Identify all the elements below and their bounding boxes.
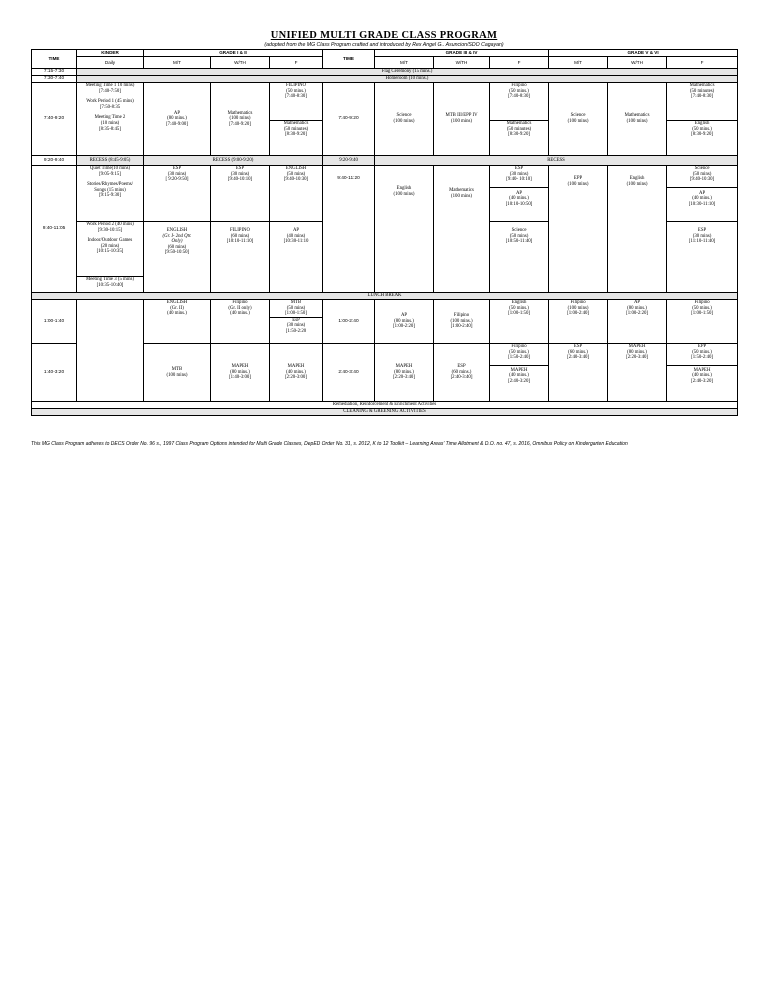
g34-mt-cell: MAPEH (80 mins.) [2:20-3:40] <box>375 344 434 402</box>
g12-recess: RECESS (9:00-9:20) <box>144 156 323 166</box>
g34-f-cell: English (50 mins.) [1:00-1:50] <box>490 300 549 344</box>
kinder-cell: Meeting Time 3 (5 mins) [10:35-10:40] <box>77 277 144 293</box>
kinder-recess: RECESS (8:45-9:05) <box>77 156 144 166</box>
header-g12-wth: W/TH <box>211 57 270 69</box>
g34-f-cell: Mathematics (50 minutes) [8:30-9:20] <box>490 121 549 156</box>
g34-f-cell: Filipino (50 mins.) [1:50-2:40] MAPEH (40 mins.) [2:40-3:20] <box>490 344 549 402</box>
g56-f-cell: ESP (30 mins) [11:10-11:40] <box>667 222 738 293</box>
footnote: This MG Class Program adheres to DECS Order No. 96 s., 1997 Class Program Options intended for Multi Grade Classes, DepED Order No. 31, s. 2012, K to 12 Toolkit – Learning Areas' Time Allotment & D.O. no. 47, s. 2016, Omnibus Policy on Kindergarten Education <box>31 441 628 447</box>
g34-f-cell: Science (50 mins) [10:50-11:40] <box>490 222 549 293</box>
flag-ceremony: Flag Ceremony (15 mins.) <box>77 69 738 76</box>
header-g34-mt: M/T <box>375 57 434 69</box>
g34-wth-cell: MTB III/EPP IV (100 mins) <box>434 83 490 156</box>
g12-wth-cell: FILIPINO (60 mins) [10:10-11:10] <box>211 222 270 293</box>
time-cell: 9:20-9:40 <box>32 156 77 166</box>
lunch-break: LUNCH BREAK <box>32 293 738 300</box>
g12-mt-cell: AP (80 mins.) [7:40-9:00] <box>144 83 211 156</box>
header-g12-mt: M/T <box>144 57 211 69</box>
time2-cell: 9:40-11:20 <box>323 166 375 293</box>
time2-cell: 2:40-3:40 <box>323 344 375 402</box>
time2-cell: 9:20-9:40 <box>323 156 375 166</box>
header-kinder: KINDER <box>77 50 144 57</box>
g12-mt-cell: ENGLISH (Gr. II) (40 mins.) <box>144 300 211 344</box>
g56-wth-cell: Mathematics (100 mins) <box>608 83 667 156</box>
kinder-cell: Quiet Time(10 mins) [9:05-9:15] Stories/Rhymes/Poems/ Songs (15 mins) [9:15-9:30] <box>77 166 144 222</box>
header-time: TIME <box>32 50 77 69</box>
time-cell: 7:40-9:20 <box>32 83 77 156</box>
g12-wth-cell: Mathematics (100 mins) [7:40-9:20] <box>211 83 270 156</box>
g56-f-cell: Science (50 mins) [9:40-10:30] AP (40 mins.) [10:30-11:10] <box>667 166 738 222</box>
time-cell: 7:15-7:30 <box>32 69 77 76</box>
header-time-2: TIME <box>323 50 375 69</box>
time-cell: 1:00-1:40 <box>32 300 77 344</box>
header-g34-wth: W/TH <box>434 57 490 69</box>
class-program-table <box>31 49 738 416</box>
remediation-band: Remediation, Reinforcement & Enrichment Activities <box>32 402 738 409</box>
g12-mt-cell: MTB (100 mins) <box>144 344 211 402</box>
g34-mt-cell: Science (100 mins) <box>375 83 434 156</box>
g12-wth-cell: ESP (30 mins) [9:40-10:10] <box>211 166 270 222</box>
g56-wth-cell: English (100 mins) <box>608 166 667 293</box>
g12-f-cell: MTB (50 mins) [1:00-1:50] EsP (30 mins) [1:50-2:20 <box>270 300 323 344</box>
g56-mt-cell: Filipino (100 mins) [1:00-2:40] <box>549 300 608 344</box>
g34-wth-cell: Filipino (100 mins.) [1:00-2:40] <box>434 300 490 344</box>
g56-mt-cell: EPP (100 mins) <box>549 166 608 293</box>
g56-wth-cell: MAPEH (80 mins.) [2:20-3:40] <box>608 344 667 402</box>
g34-f-cell: Filipino (50 mins.) [7:40-8:30] <box>490 83 549 121</box>
g56-f-cell: Filipino (50 mins.) [1:00-1:50] <box>667 300 738 344</box>
header-g12-f: F <box>270 57 323 69</box>
kinder-cell: Meeting Time 1 10 mins) [7:40-7:50] Work Period 1 (45 mins) [7:50-8:35 Meeting Time 2 (10 mins) [8:35-8:45] <box>77 83 144 156</box>
g12-f-cell: ENGLISH (50 mins) [9:40-10:30] <box>270 166 323 222</box>
page-title: UNIFIED MULTI GRADE CLASS PROGRAM <box>270 30 498 41</box>
g34-wth-cell: ESP (60 mins.) [2:40-3:40] <box>434 344 490 402</box>
g12-mt-cell: ESP (30 mins) [ 9:20-9:50] <box>144 166 211 222</box>
header-kinder-daily: Daily <box>77 57 144 69</box>
header-grade-3-4: GRADE III & IV <box>375 50 549 57</box>
kinder-cell <box>77 300 144 402</box>
header-g56-f: F <box>667 57 738 69</box>
time-cell: 9:40-11:05 <box>32 166 77 293</box>
g12-mt-cell: ENGLISH (Gr. I- 2nd Qtr. Only) (60 mins) [9:50-10:50] <box>144 222 211 293</box>
time-cell: 1:40-3:20 <box>32 344 77 402</box>
g34-f-cell: ESP (30 mins) [9:40- 10:10] AP (40 mins.) [10:10-10:50] <box>490 166 549 222</box>
g12-f-cell: Mathematics (50 minutes) [8:30-9:20] <box>270 121 323 156</box>
header-g34-f: F <box>490 57 549 69</box>
g56-f-cell: EPP (50 mins.) [1:50-2:40] MAPEH (40 mins.) [2:40-3:20] <box>667 344 738 402</box>
g56-f-cell: English (50 mins.) [8:30-9:20] <box>667 121 738 156</box>
time2-cell: 1:00-2:40 <box>323 300 375 344</box>
kinder-cell: Work Period 2 (40 mins) [9:30-10:15] Indoor/Outdoor Games (20 mins) [10:15-10:35] <box>77 222 144 277</box>
time-cell: 7:30-7:40 <box>32 76 77 83</box>
time2-cell: 7:40-9:20 <box>323 83 375 156</box>
header-g56-mt: M/T <box>549 57 608 69</box>
header-grade-5-6: GRADE V & VI <box>549 50 738 57</box>
g56-mt-cell: ESP (60 mins.) [2:40-3:40] <box>549 344 608 402</box>
g56-mt-cell: Science (100 mins) <box>549 83 608 156</box>
g12-wth-cell: Filipino (Gr. II only) (40 mins.) <box>211 300 270 344</box>
g12-f-cell: FILIPINO (50 mins.) [7:40-8:30] <box>270 83 323 121</box>
header-grade-1-2: GRADE I & II <box>144 50 323 57</box>
g56-wth-cell: AP (80 mins.) [1:00-2:20] <box>608 300 667 344</box>
g12-f-cell: AP (40 mins) [10:30-11:10 <box>270 222 323 293</box>
homeroom: Homeroom (10 mins.) <box>77 76 738 83</box>
recess-band: RECESS <box>375 156 738 166</box>
header-g56-wth: W/TH <box>608 57 667 69</box>
g34-mt-cell: English (100 mins) <box>375 166 434 293</box>
g34-wth-cell: Mathematics (100 mins) <box>434 166 490 293</box>
g34-mt-cell: AP (80 mins.) [1:00-2:20] <box>375 300 434 344</box>
cleaning-band: CLEANING & GREENING ACTIVITIES <box>32 409 738 416</box>
g12-f-cell: MAPEH (40 mins.) [2:20-3:00] <box>270 344 323 402</box>
g12-wth-cell: MAPEH (80 mins.) [1:40-3:00] <box>211 344 270 402</box>
page-subtitle: (adopted from the MG Class Program crafted and introduced by Rex Angel G.. Asuncion/SDO Cagayan) <box>264 42 504 48</box>
g56-f-cell: Mathematics (50 minutes) [7:40-8:30] <box>667 83 738 121</box>
